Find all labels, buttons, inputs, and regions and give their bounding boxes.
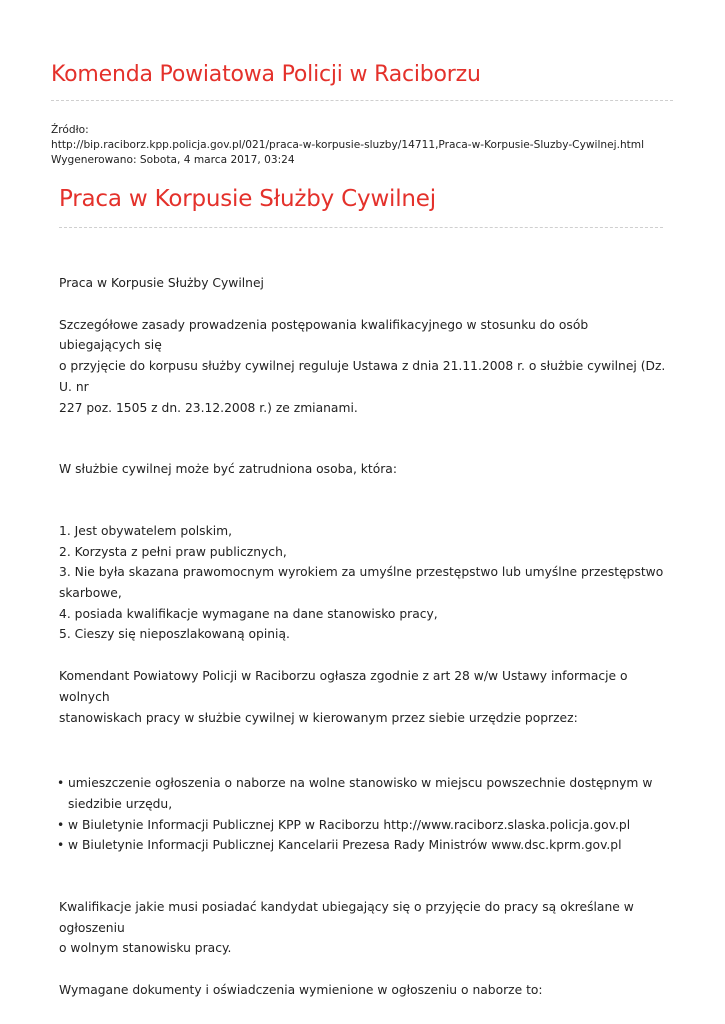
paragraph-line: stanowiskach pracy w służbie cywilnej w kierowanym przez siebie urzędzie poprzez: — [59, 710, 578, 725]
list-item — [59, 773, 667, 814]
generated-timestamp: Wygenerowano: Sobota, 4 marca 2017, 03:24 — [51, 154, 295, 166]
header-divider — [51, 100, 673, 101]
list-item: 4. posiada kwalifikacje wymagane na dane stanowisko pracy, — [59, 606, 438, 621]
title-divider — [59, 227, 663, 228]
paragraph-line: o przyjęcie do korpusu służby cywilnej reguluje Ustawa z dnia 21.11.2008 r. o służbie cywilnej (Dz. U. nr — [59, 359, 666, 394]
paragraph-line: Komendant Powiatowy Policji w Raciborzu ogłasza zgodnie z art 28 w/w Ustawy informacje o wolnych — [59, 669, 628, 704]
list-item: 3. Nie była skazana prawomocnym wyrokiem za umyślne przestępstwo lub umyślne przestępstwo — [59, 565, 664, 580]
channels-list — [59, 773, 667, 856]
bullet-icon: • — [57, 838, 65, 853]
article-body — [59, 273, 667, 1001]
paragraph-line: o wolnym stanowisku pracy. — [59, 941, 232, 956]
list-item: 5. Cieszy się nieposzlakowaną opinią. — [59, 627, 290, 642]
paragraph-line: Szczegółowe zasady prowadzenia postępowania kwalifikacyjnego w stosunku do osób ubiegających się — [59, 317, 589, 353]
intro-text: Praca w Korpusie Służby Cywilnej — [59, 276, 264, 290]
qualifications-paragraph — [59, 897, 667, 959]
list-item-text: umieszczenie ogłoszenia o naborze na wolne stanowisko w miejscu powszechnie dostępnym w — [68, 776, 653, 791]
source-url[interactable]: http://bip.raciborz.kpp.policja.gov.pl/021/praca-w-korpusie-sluzby/14711,Praca-w-Korpusie-Sluzby-Cywilnej.html — [51, 139, 645, 151]
list-item — [59, 815, 667, 836]
article-title: Praca w Korpusie Służby Cywilnej — [59, 186, 436, 212]
list-item: skarbowe, — [59, 586, 122, 601]
list-item-text: w Biuletynie Informacji Publicznej Kancelarii Prezesa Rady Ministrów www.dsc.kprm.gov.pl — [68, 838, 622, 853]
list-item-text: w Biuletynie Informacji Publicznej KPP w Raciborzu http://www.raciborz.slaska.policja.gov.pl — [68, 817, 631, 832]
announcement-paragraph — [59, 666, 667, 728]
source-label: Źródło: — [51, 124, 89, 136]
list-item — [59, 835, 667, 856]
list-item-text: siedzibie urzędu, — [68, 796, 173, 811]
bullet-icon: • — [57, 776, 65, 791]
requirements-list — [59, 521, 667, 645]
list-item: 1. Jest obywatelem polskim, — [59, 523, 233, 538]
legal-basis-paragraph — [59, 315, 667, 419]
paragraph-line: 227 poz. 1505 z dn. 23.12.2008 r.) ze zmianami. — [59, 400, 358, 415]
document-meta — [51, 123, 644, 168]
documents-intro: Wymagane dokumenty i oświadczenia wymienione w ogłoszeniu o naborze to: — [59, 983, 543, 998]
list-item: 2. Korzysta z pełni praw publicznych, — [59, 544, 287, 559]
bullet-icon: • — [57, 817, 65, 832]
eligibility-intro: W służbie cywilnej może być zatrudniona osoba, która: — [59, 462, 397, 477]
site-title: Komenda Powiatowa Policji w Raciborzu — [51, 62, 481, 87]
paragraph-line: Kwalifikacje jakie musi posiadać kandydat ubiegający się o przyjęcie do pracy są określane w ogłoszeniu — [59, 900, 634, 935]
